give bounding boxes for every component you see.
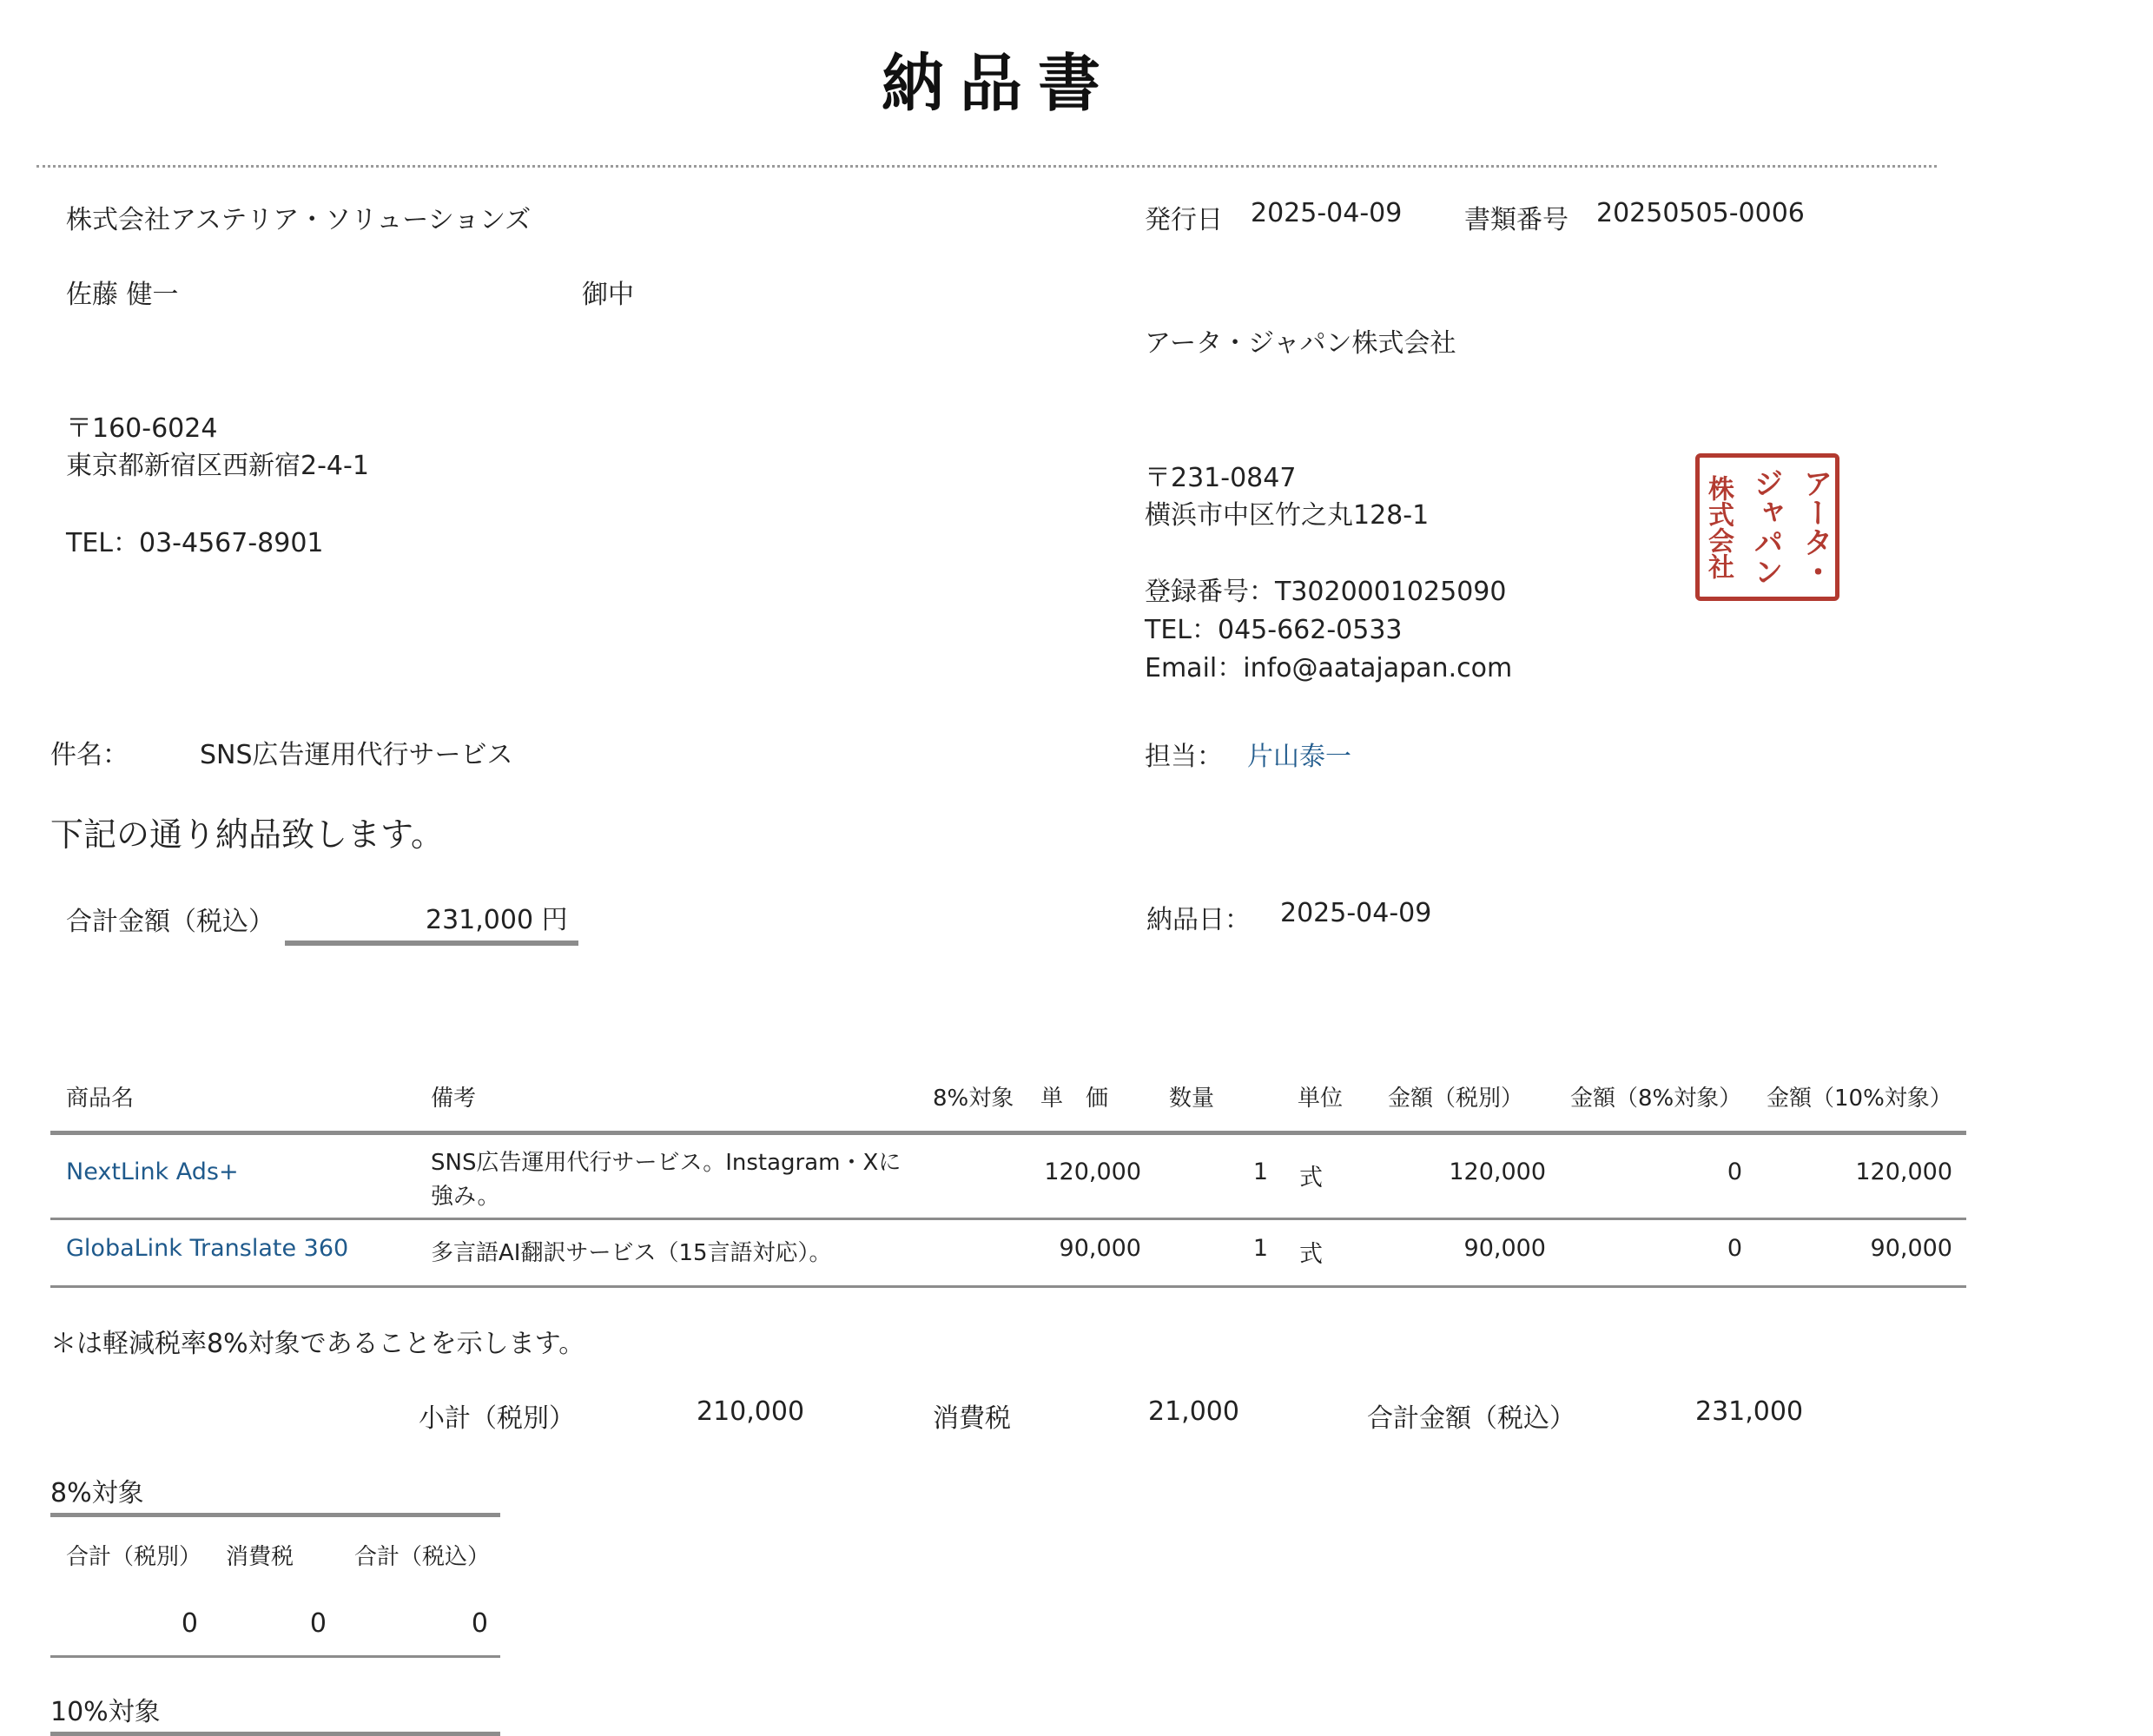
- stamp-col-3: 株式会社: [1703, 475, 1734, 579]
- issuer-registration: 登録番号：T3020001025090: [1145, 577, 1507, 607]
- client-address: 東京都新宿区西新宿2-4-1: [66, 451, 369, 481]
- issuer-postal: 〒231-0847: [1145, 463, 1297, 493]
- summary-total-label: 合計金額（税込）: [1367, 1403, 1575, 1434]
- docno-label: 書類番号: [1464, 205, 1569, 235]
- rate8-title: 8%対象: [50, 1478, 144, 1508]
- header-unit: 単位: [1298, 1086, 1344, 1112]
- subtotal-value: 210,000: [697, 1396, 805, 1427]
- title-divider: [36, 165, 1937, 168]
- issuer-tel: TEL：045-662-0533: [1145, 615, 1403, 645]
- intro-text: 下記の通り納品致します。: [50, 815, 444, 854]
- subtotal-label: 小計（税別）: [419, 1403, 575, 1434]
- delivery-date: 2025-04-09: [1280, 898, 1432, 928]
- total-box-label: 合計金額（税込）: [66, 907, 274, 937]
- issuer-company: アータ・ジャパン株式会社: [1145, 328, 1456, 359]
- row-note-line1: SNS広告運用代行サービス。Instagram・Xに: [431, 1150, 901, 1176]
- row-unit: 式: [1299, 1241, 1323, 1268]
- header-rate8: 8%対象: [933, 1086, 1014, 1112]
- row-divider: [50, 1218, 1966, 1220]
- rate10-title: 10%対象: [50, 1697, 161, 1727]
- header-amount8: 金額（8%対象）: [1570, 1086, 1742, 1112]
- subject-label: 件名：: [50, 740, 129, 770]
- header-amount10: 金額（10%対象）: [1767, 1086, 1952, 1112]
- rate8-header-in: 合計（税込）: [354, 1544, 491, 1570]
- row-amount10: 120,000: [1855, 1158, 1952, 1185]
- row-qty: 1: [1252, 1235, 1268, 1262]
- rate8-bottom-rule: [50, 1655, 500, 1658]
- rate8-value-in: 0: [471, 1608, 488, 1639]
- client-postal: 〒160-6024: [66, 413, 218, 444]
- client-person: 佐藤 健一: [66, 280, 179, 310]
- row-qty: 1: [1252, 1158, 1268, 1185]
- row-price: 120,000: [1044, 1158, 1141, 1185]
- header-amount-ex: 金額（税別）: [1388, 1086, 1524, 1112]
- header-price: 単 価: [1040, 1086, 1109, 1112]
- tax-label: 消費税: [933, 1403, 1011, 1434]
- document-title: 納品書: [881, 47, 1116, 120]
- tax-value: 21,000: [1148, 1396, 1239, 1427]
- summary-total-value: 231,000: [1695, 1396, 1804, 1427]
- rate8-title-rule: [50, 1513, 500, 1517]
- person-in-charge-label: 担当：: [1145, 742, 1223, 772]
- row-amount-ex: 120,000: [1449, 1158, 1546, 1185]
- table-header-rule: [50, 1131, 1966, 1135]
- rate8-value-ex: 0: [181, 1608, 198, 1639]
- rate10-title-rule: [50, 1732, 500, 1736]
- client-honorific: 御中: [582, 280, 634, 310]
- row-unit: 式: [1299, 1165, 1323, 1191]
- total-box-underline: [285, 941, 578, 946]
- docno-value: 20250505-0006: [1596, 198, 1805, 228]
- delivery-label: 納品日：: [1146, 905, 1251, 935]
- issuer-address: 横浜市中区竹之丸128-1: [1145, 500, 1430, 531]
- issuer-email: Email：info@aatajapan.com: [1145, 653, 1513, 683]
- row-amount10: 90,000: [1870, 1235, 1952, 1262]
- row-product-name[interactable]: GlobaLink Translate 360: [66, 1235, 349, 1262]
- subject-value: SNS広告運用代行サービス: [200, 740, 513, 770]
- row-product-name[interactable]: NextLink Ads+: [66, 1158, 239, 1185]
- client-company: 株式会社アステリア・ソリューションズ: [66, 205, 532, 235]
- row-note-line1: 多言語AI翻訳サービス（15言語対応）。: [431, 1240, 832, 1266]
- total-box-value: 231,000 円: [426, 905, 568, 935]
- rate8-header-tax: 消費税: [226, 1544, 294, 1570]
- row-amount8: 0: [1727, 1235, 1742, 1262]
- header-qty: 数量: [1169, 1086, 1215, 1112]
- company-seal-stamp: [1695, 453, 1839, 601]
- header-note: 備考: [431, 1086, 477, 1112]
- stamp-col-2: ジャパン: [1748, 468, 1783, 586]
- row-note-line2: 強み。: [431, 1184, 500, 1210]
- table-bottom-rule: [50, 1285, 1966, 1288]
- issue-date-label: 発行日: [1145, 205, 1223, 235]
- client-tel: TEL：03-4567-8901: [66, 528, 324, 558]
- rate8-value-tax: 0: [309, 1608, 327, 1639]
- footnote: ＊は軽減税率8%対象であることを示します。: [50, 1329, 585, 1359]
- header-name: 商品名: [66, 1086, 135, 1112]
- rate8-header-ex: 合計（税別）: [66, 1544, 202, 1570]
- person-in-charge-value[interactable]: 片山泰一: [1247, 742, 1351, 772]
- row-price: 90,000: [1059, 1235, 1141, 1262]
- issue-date: 2025-04-09: [1251, 198, 1403, 228]
- row-amount-ex: 90,000: [1463, 1235, 1546, 1262]
- stamp-col-1: アータ・: [1798, 468, 1833, 586]
- row-amount8: 0: [1727, 1158, 1742, 1185]
